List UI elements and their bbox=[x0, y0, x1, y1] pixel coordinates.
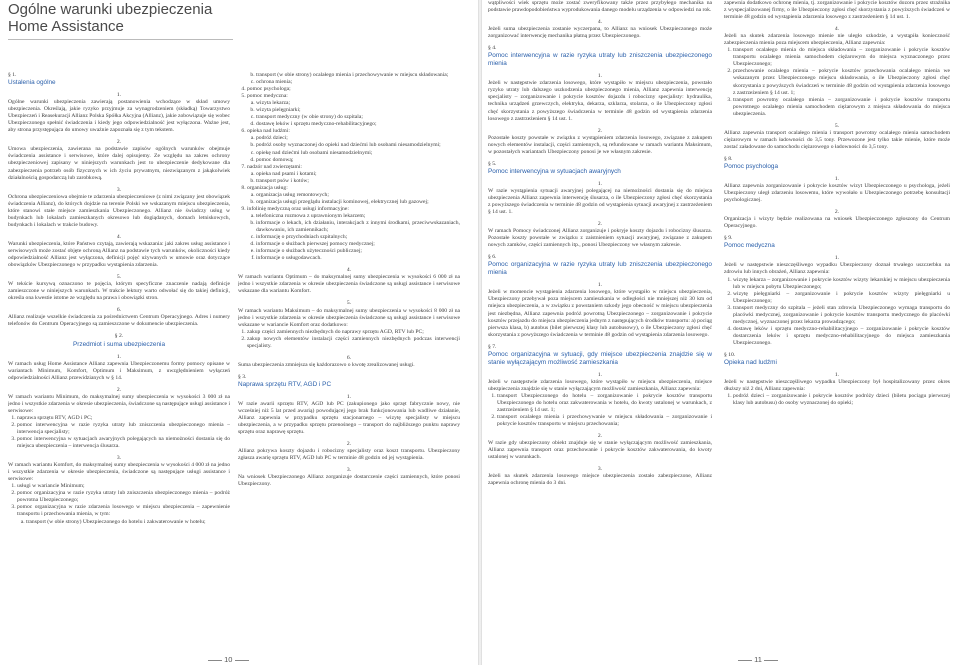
paragraph-number: 1. bbox=[116, 353, 122, 360]
list-item-label: nadzór nad zwierzętami: bbox=[247, 163, 302, 170]
paragraph-number: 1. bbox=[597, 180, 603, 187]
paragraph: W razie gdy ubezpieczony obiekt znajduje się w stanie wyłączającym możliwość zamieszkania, Allianz zapewnia transport oraz przechowanie i pokrycie kosztów zakwaterowania, do kwoty ustalonej w warunkach. bbox=[488, 440, 712, 461]
column-d bbox=[724, 0, 950, 650]
list-item: a. transport (w obie strony) Ubezpieczonego do hotelu i zakwaterowanie w hotelu; bbox=[26, 519, 230, 526]
section-number: § 3. bbox=[238, 373, 247, 380]
section-heading: Opieka nad ludźmi bbox=[724, 359, 777, 367]
paragraph: W ramach wariantu Maksimum – do maksymalnej sumy ubezpieczenia w wysokości 8 000 zł na jedno i wszystkie zdarzenia w okresie ubezpieczenia świadczone są usługi assistance i serwisowe wskazane w wariancie Komfort oraz dodatkowo: bbox=[238, 307, 460, 328]
list-item: 3. transport medyczny do szpitala – jeżeli stan zdrowia Ubezpieczonego wymaga transportu do placówki medycznej, zorganizowanie i pokrycie kosztów transportu medycznego do placówki medycznej, wyznaczonej przez lekarza prowadzącego; bbox=[733, 305, 950, 326]
list-item: 1. naprawa sprzętu RTV, AGD i PC; bbox=[17, 415, 230, 422]
paragraph-number: 3. bbox=[597, 466, 603, 473]
section-heading: Pomoc interwencyjna w sytuacjach awaryjnych bbox=[488, 167, 621, 175]
section-heading: Ustalenia ogólne bbox=[8, 79, 56, 87]
page-number-dash bbox=[235, 660, 249, 661]
list-item bbox=[247, 164, 460, 185]
paragraph: Jeżeli w następstwie zdarzenia losowego, które wystąpiło w miejscu ubezpieczenia, miejsce ubezpieczenia znajdzie się w stanie wyłączającym możliwość zamieszkania, Allianz zapewnia: bbox=[488, 378, 712, 392]
paragraph: Jeżeli w momencie wystąpienia zdarzenia losowego, które wystąpiło w miejscu ubezpieczenia, Ubezpieczony przebywał poza miejscem zamieszkania w odległości nie mniejszej niż 30 km od miejsca ubezpieczenia, a w związku z powstaniem szkody jego obecność w miejscu ubezpieczenia jest niezbędna, Allianz zapewnia podróż powrotną Ubezpieczonego – zorganizowanie i pokrycie kosztów przejazdu do miejsca ubezpieczenia jednym z następujących środków transportu: a) pociąg pierwsza klasa, b) autobus (bilet pierwszej klasy lub autobusowy), o ile Ubezpieczony zgłosi chęć skorzystania z powyższego świadczenia w terminie 48 godzin od wystąpienia zdarzenia losowego. bbox=[488, 289, 712, 338]
paragraph-number: 2. bbox=[597, 433, 603, 440]
paragraph: Allianz zapewnia transport ocalałego mienia i transport powrotny ocalałego mienia samochodem ciężarowym w ramach ładowności do 3,5 tony. Przewozone jest tylko takie mienie, które może zostać załadowane do samochodu ciężarowego o ładowności do 3,5 tony. bbox=[724, 129, 950, 150]
list-item: c. ochrona mienia; bbox=[256, 79, 460, 86]
section-number: § 2. bbox=[114, 333, 124, 340]
list bbox=[724, 393, 950, 407]
paragraph-number: 5. bbox=[116, 274, 122, 281]
list-item bbox=[247, 128, 460, 163]
list-item: 1. podróż dzieci – zorganizowanie i pokrycie kosztów podróży dzieci (biletu pociągu pierwszej klasy lub autobusu) do osoby wyznaczonej do opieki; bbox=[733, 393, 950, 407]
list bbox=[488, 393, 712, 428]
section-heading: Pomoc interwencyjna w razie ryzyka utraty lub zniszczenia ubezpieczonego mienia bbox=[488, 52, 712, 68]
list-item: b. organizacja usługi przeglądu instalacji kominowej, elektrycznej lub gazowej; bbox=[256, 199, 460, 206]
left-page bbox=[0, 0, 478, 665]
paragraph: Organizacja i wizyty będzie realizowana na wniosek Ubezpieczonego zgłoszony do Centrum Operacyjnego. bbox=[724, 216, 950, 230]
section-number: § 9. bbox=[724, 235, 733, 242]
list-item: d. pomoc domową; bbox=[256, 157, 460, 164]
section-heading: Pomoc organizacyjna w sytuacji, gdy miejsce ubezpieczenia znajdzie się w stanie wyłączającym możliwość zamieszkania bbox=[488, 350, 712, 366]
sub-list bbox=[238, 72, 460, 86]
paragraph-number: 2. bbox=[116, 139, 122, 146]
document-title-line2: Home Assistance bbox=[8, 18, 124, 35]
section-number: § 10. bbox=[724, 351, 736, 358]
paragraph-number: 4. bbox=[597, 19, 603, 26]
list-item: f. informacje o usługodawcach. bbox=[256, 255, 460, 262]
paragraph-number: 5. bbox=[834, 122, 840, 129]
list bbox=[8, 483, 230, 518]
document-title-line1: Ogólne warunki ubezpieczenia bbox=[8, 1, 213, 18]
paragraph-number: 3. bbox=[116, 455, 122, 462]
list-item: 1. wizytę lekarza – zorganizowanie i pokrycie kosztów wizyty lekarskiej w miejscu ubezpieczenia lub w miejscu pobytu Ubezpieczonego; bbox=[733, 277, 950, 291]
section-number: § 4. bbox=[488, 45, 497, 52]
list-item: a. organizacja usług remontowych; bbox=[256, 192, 460, 199]
list-item: 3. pomoc organizacyjna w razie zdarzenia losowego w miejscu ubezpieczenia – zapewnienie transportu i przechowania mienia, w tym: bbox=[17, 504, 230, 518]
list bbox=[724, 277, 950, 347]
list-item: 1. zakup części zamiennych niezbędnych do naprawy sprzętu AGD, RTV lub PC; bbox=[247, 329, 460, 336]
section-number: § 1. bbox=[8, 72, 17, 78]
page-number-value: 11 bbox=[754, 655, 762, 664]
column-c bbox=[488, 0, 712, 650]
paragraph: Allianz realizuje wszelkie świadczenia za pośrednictwem Centrum Operacyjnego. Adres i numery telefonów do Centrum Operacyjnego są zamieszczone w dokumencie ubezpieczenia. bbox=[8, 314, 230, 328]
list-item: 4. dostawę leków i sprzętu medyczno-rehabilitacyjnego – zorganizowanie i pokrycie kosztów dostarczenia leków i sprzętu medyczno-rehabilitacyjnego do miejsca zamieszkania Ubezpieczonego. bbox=[733, 326, 950, 347]
list-item: c. transport medyczny (w obie strony) do szpitala; bbox=[256, 114, 460, 121]
paragraph: W ramach usług Home Assistance Allianz zapewnia Ubezpieczonemu formy pomocy opisane w wariantach Minimum, Komfort, Optimum i Maksimum, z uwzględnieniem wyłączeń odpowiedzialności Allianz przewidzianych w § 14. bbox=[8, 360, 230, 381]
sub-list bbox=[247, 171, 460, 185]
paragraph-number: 1. bbox=[834, 372, 840, 379]
list-item: c. informację o przychodniach szpitalnych; bbox=[256, 234, 460, 241]
list-item bbox=[247, 185, 460, 206]
column-b bbox=[238, 72, 460, 650]
list-item: 1. transport Ubezpieczonego do hotelu – zorganizowanie i pokrycie kosztów transportu Ubezpieczonego do hotelu oraz zakwaterowania w hotelu, do kwoty ustalonej w warunkach, z zastrzeżeniem § 14 ust. 1; bbox=[497, 393, 712, 414]
page-number-left bbox=[208, 655, 249, 664]
list-item: a. wizyta lekarza; bbox=[256, 100, 460, 107]
list-item: c. opiekę nad dziećmi lub osobami niesamodzielnymi; bbox=[256, 150, 460, 157]
paragraph: W ramach wariantu Optimum – do maksymalnej sumy ubezpieczenia w wysokości 6 000 zł na jedno i wszystkie zdarzenia w okresie ubezpieczenia świadczone są usługi assistance i serwisowe wskazane dla wariantu Komfort. bbox=[238, 274, 460, 295]
list-item: 2. przechowanie ocalałego mienia – pokrycie kosztów przechowania ocalałego mienia we wskazanym przez Ubezpieczonego miejscu składowania, o ile Ubezpieczony zgłosi chęć skorzystania z powyższych świadczeń w terminie 48 godzin od wystąpienia zdarzenia losowego z zastrzeżeniem § 14 ust. 1; bbox=[733, 68, 950, 96]
page-number-dash bbox=[208, 660, 222, 661]
list-item bbox=[247, 206, 460, 262]
list-item: b. transport psów i kotów; bbox=[256, 178, 460, 185]
page-number-dash bbox=[738, 660, 752, 661]
list-item: e. informacje o służbach użyteczności publicznej; bbox=[256, 248, 460, 255]
section-number: § 7. bbox=[488, 343, 497, 350]
paragraph: Jeżeli w następstwie nieszczęśliwego wypadku Ubezpieczony był hospitalizowany przez okres dłuższy niż 2 dni, Allianz zapewnia: bbox=[724, 379, 950, 393]
sub-list bbox=[8, 519, 230, 526]
sub-list bbox=[247, 192, 460, 206]
list-item: 3. transport powrotny ocalałego mienia – zorganizowanie i pokrycie kosztów transportu powrotnego ocalałego mienia samochodem ciężarowym z miejsca składowania do miejsca ubezpieczenia. bbox=[733, 97, 950, 118]
list-item-label: pomoc medyczna: bbox=[247, 93, 288, 100]
list-item: 3. pomoc interwencyjna w sytuacjach awaryjnych polegających na niemożności dostania się do miejsca ubezpieczenia – interwencja ślusarza. bbox=[17, 436, 230, 450]
paragraph-number: 4. bbox=[116, 233, 122, 240]
paragraph: wątpliwości wiek sprzętu może zostać zweryfikowany także przez przybyłego mechanika na podstawie prawdopodobieństwa wyprodukowania danego modelu urządzenia w odpowiedzi na rok. bbox=[488, 0, 712, 14]
section-heading: Naprawa sprzętu RTV, AGD i PC bbox=[238, 380, 332, 388]
paragraph: Ogólne warunki ubezpieczenia zawierają postanowienia wchodzące w skład umowy ubezpieczenia. Określają, jakie ryzyko przyjmuje za wynagrodzeniem (składką) Towarzystwo Ubezpieczeń i Reasekuracji Allianz Polska Spółka Akcyjna (Allianz), jakie zobowiązuje się wobec Ubezpieczonego spełnić świadczenia i kiedy jego odpowiedzialność jest wyłączona. Ważne jest, aby strona przystępująca do umowy uważnie zapoznała się z tym tekstem. bbox=[8, 99, 230, 134]
section-number: § 8. bbox=[724, 155, 733, 162]
paragraph-number: 1. bbox=[346, 393, 352, 400]
list-item: 2. pomoc organizacyjna w razie ryzyka utraty lub zniszczenia ubezpieczonego mienia – podróż powrotna Ubezpieczonego; bbox=[17, 490, 230, 504]
paragraph: Ochrona ubezpieczeniowa obejmie te zdarzenia ubezpieczeniowe (z nimi związany jest obowiązek świadczenia Allianz), do których dojdzie na terenie Polski we wskazanym miejscu ubezpieczenia, które stanowi stałe miejsce zamieszkania Ubezpieczonego. Allianz nie świadczy usług w budynkach lub lokalach zamieszkanych okresowo lub dogiądanych, domach letniskowych, budynkach i lokalach w trakcie budowy. bbox=[8, 193, 230, 228]
paragraph: Jeżeli suma ubezpieczenia zostanie wyczerpana, to Allianz na wniosek Ubezpieczonego może zorganizować interwencję mechanika płatną przez Ubezpieczonego. bbox=[488, 26, 712, 40]
paragraph-number: 6. bbox=[346, 354, 352, 361]
paragraph-number: 2. bbox=[597, 221, 603, 228]
section-heading: Pomoc medyczna bbox=[724, 242, 775, 250]
list-item: 1. transport ocalałego mienia do miejsca składowania – zorganizowanie i pokrycie kosztów transportu ocalałego mienia samochodem ciężarowym do miejsca wyznaczonego przez Ubezpieczonego; bbox=[733, 47, 950, 68]
paragraph: W ramach wariantu Minimum, do maksymalnej sumy ubezpieczenia w wysokości 3 000 zł na jedno i wszystkie zdarzenia w okresie ubezpieczenia, świadczone są następujące usługi assistance i serwisowe: bbox=[8, 393, 230, 414]
paragraph-number: 3. bbox=[116, 186, 122, 193]
column-a bbox=[8, 72, 230, 650]
list-item: b. wizyta pielęgniarki; bbox=[256, 107, 460, 114]
paragraph: Allianz pokrywa koszty dojazdu i robocizny specjalisty oraz koszt transportu. Ubezpieczony zgłasza awarię sprzętu RTV, AGD lub PC w terminie 48 godzin od jej wystąpienia. bbox=[238, 448, 460, 462]
section-number: § 6. bbox=[488, 254, 497, 261]
page-number-right bbox=[738, 655, 778, 664]
title-divider bbox=[8, 39, 233, 40]
list-item-label: opieka nad ludźmi: bbox=[247, 128, 290, 135]
paragraph-number: 2. bbox=[834, 209, 840, 216]
list-item: 2. pomoc interwencyjna w razie ryzyka utraty lub zniszczenia ubezpieczonego mienia – interwencja specjalisty; bbox=[17, 422, 230, 436]
paragraph: zapewnia dodatkowo ochronę mienia, tj. zorganizowanie i pokrycie kosztów dozoru przez strażnika z wyspecjalizowanej firmy, o ile Ubezpieczony zgłosi chęć skorzystania z powyższych świadczeń w terminie 48 godzin od wystąpienia zdarzenia losowego z zastrzeżeniem § 14 ust. 1. bbox=[724, 0, 950, 21]
list-item: a. podróż dzieci; bbox=[256, 135, 460, 142]
list bbox=[8, 415, 230, 450]
list-item: a. telefoniczna rozmowa z uprawnionym lekarzem; bbox=[256, 213, 460, 220]
paragraph-number: 4. bbox=[346, 267, 352, 274]
paragraph-number: 1. bbox=[834, 175, 840, 182]
list-item: d. dostawę leków i sprzętu medyczno-rehabilitacyjnego; bbox=[256, 121, 460, 128]
paragraph: Jeżeli na skutek zdarzenia losowego mienie nie uległo szkodzie, a wystąpiła konieczność zabezpieczenia mienia poza miejscem ubezpieczenia, Allianz zapewnia: bbox=[724, 33, 950, 47]
section-heading: Przedmiot i suma ubezpieczenia bbox=[73, 340, 165, 348]
paragraph-number: 1. bbox=[597, 371, 603, 378]
right-page bbox=[482, 0, 960, 665]
list-item: d. informacje o służbach pierwszej pomocy medycznej; bbox=[256, 241, 460, 248]
paragraph-number: 1. bbox=[834, 255, 840, 262]
paragraph: Na wniosek Ubezpieczonego Allianz zorganizuje dostarczenie części zamiennych, które ponosi Ubezpieczony. bbox=[238, 474, 460, 488]
paragraph: Umowa ubezpieczenia, zawierana na podstawie zapisów ogólnych warunków obejmuje świadczenia assistance i serwisowe, które dalej opisujemy. Ze względu na zakres ochrony ubezpieczeniowej zapisany w niniejszych warunkach jest to ubezpieczenie dedykowane dla zabezpieczenia potrzeb osób fizycznych w ich życiu prywatnym, niezwiązanym z jakąkolwiek działalnością gospodarczą lub zarobkową. bbox=[8, 146, 230, 181]
list-item: 1. usługi w wariancie Minimum; bbox=[17, 483, 230, 490]
section-heading: Pomoc psychologa bbox=[724, 162, 778, 170]
list-item: b. transport (w obie strony) ocalałego mienia i przechowywanie w miejscu składowania; bbox=[256, 72, 460, 79]
list-item: 2. transport ocalałego mienia i przechowywanie w miejscu składowania – zorganizowanie i pokrycie kosztów transportu w miejscu przechowania; bbox=[497, 414, 712, 428]
paragraph-number: 1. bbox=[597, 73, 603, 80]
section-heading: Pomoc organizacyjna w razie ryzyka utraty lub zniszczenia ubezpieczonego mienia bbox=[488, 261, 712, 277]
paragraph-number: 2. bbox=[597, 127, 603, 134]
paragraph: W tekście kursywą oznaczono te pojęcia, którym specyficzne znaczenie nadają definicje zamieszczone w niniejszych warunkach. W trakcie lektury warto odwołać się do takiej definicji, określa ona kwestie istotne ze względu na prawa i obowiązki stron. bbox=[8, 281, 230, 302]
document-title bbox=[8, 1, 238, 35]
paragraph: Jeżeli w następstwie zdarzenia losowego, które wystąpiło w miejscu ubezpieczenia, powstało ryzyko utraty lub dalszego uszkodzenia ubezpieczonego mienia, Allianz zapewnia interwencję specjalisty – zorganizowanie i pokrycie kosztów dojazdu i robocizny specjalisty: hydraulika, technika urządzeń grzewczych, elektryka, dekarza, szklarza, stolarza, o ile Ubezpieczony zgłosi chęć skorzystania z powyższego świadczenia w terminie 48 godzin od wystąpienia zdarzenia losowego z zastrzeżeniem § 14 ust. 1. bbox=[488, 80, 712, 122]
page-number-dash bbox=[764, 660, 778, 661]
paragraph-number: 2. bbox=[346, 441, 352, 448]
paragraph: Pozostałe koszty powstałe w związku z wystąpieniem zdarzenia losowego, związane z zakupem nowych elementów instalacji, części zamiennych, są refundowane w ramach wariantu Maksimum, w pozostałych wariantach Ubezpieczony ponosi je we własnym zakresie. bbox=[488, 134, 712, 155]
paragraph: Jeżeli w następstwie nieszczęśliwego wypadku Ubezpieczony doznał trwałego uszczerbku na zdrowiu lub innych obrażeń, Allianz zapewnia: bbox=[724, 262, 950, 276]
list-item: 4. pomoc psychologa; bbox=[247, 86, 460, 93]
list-item: a. opieka nad psami i kotami; bbox=[256, 171, 460, 178]
list bbox=[238, 329, 460, 350]
paragraph: W razie wystąpienia sytuacji awaryjnej polegającej na niemożności dostania się do miejsca ubezpieczenia Allianz zapewnia interwencję ślusarza, o ile Ubezpieczony zgłosi chęć skorzystania z powyższego świadczenia w terminie 48 godzin od wystąpienia sytuacji awaryjnej z zastrzeżeniem § 14 ust. 1. bbox=[488, 187, 712, 216]
list bbox=[724, 47, 950, 117]
paragraph: Jeżeli na skutek zdarzenia losowego miejsce ubezpieczenia zostało zabezpieczone, Allianz zapewnia ochronę mienia do 3 dni. bbox=[488, 473, 712, 487]
paragraph: Allianz zapewnia zorganizowanie i pokrycie kosztów wizyt Ubezpieczonego u psychologa, jeżeli Ubezpieczony uległ zdarzeniu losowemu, które wywołało u Ubezpieczonego potrzebę konsultacji psychologicznej. bbox=[724, 183, 950, 204]
paragraph-number: 4. bbox=[834, 26, 840, 33]
list-item: b. informacje o lekach, ich działaniu, interakcjach z innymi środkami, przeciwwskazaniach, dawkowaniu, ich zamiennikach; bbox=[256, 220, 460, 234]
list bbox=[238, 86, 460, 262]
list-item: 2. zakup nowych elementów instalacji części zamiennych niezbędnych podczas interwencji specjalisty. bbox=[247, 336, 460, 350]
paragraph-number: 5. bbox=[346, 300, 352, 307]
list-item-label: organizacja usług: bbox=[247, 184, 288, 191]
paragraph: Suma ubezpieczenia zmniejsza się każdorazowo o kwotę zrealizowanej usługi. bbox=[238, 361, 415, 368]
paragraph-number: 6. bbox=[116, 307, 122, 314]
paragraph-number: 3. bbox=[346, 467, 352, 474]
list-item-label: infolinię medyczną oraz usługi informacyjne: bbox=[247, 205, 349, 212]
section-number: § 5. bbox=[488, 160, 497, 167]
paragraph: W ramach wariantu Komfort, do maksymalnej sumy ubezpieczenia w wysokości 4 000 zł na jedno i wszystkie zdarzenia w okresie ubezpieczenia, świadczone są następujące usługi assistance i serwisowe: bbox=[8, 462, 230, 483]
sub-list bbox=[247, 100, 460, 128]
list-item: b. podróż osoby wyznaczonej do opieki nad dziećmi lub osobami niesamodzielnymi; bbox=[256, 142, 460, 149]
list-item: 2. wizytę pielęgniarki – zorganizowanie i pokrycie kosztów wizyty pielęgniarki u Ubezpieczonego; bbox=[733, 291, 950, 305]
paragraph-number: 1. bbox=[597, 282, 603, 289]
paragraph: W razie awarii sprzętu RTV, AGD lub PC (zakupionego jako sprzęt fabrycznie nowy, nie wcześniej niż 5 lat przed awarią) powodującej jego brak funkcjonowania lub wadliwe działanie, Allianz zapewnia w przypadku sprzętu stacjonarnego – wizytę specjalisty w miejscu ubezpieczenia, a w przypadku sprzętu przenośnego – transport do najbliższego punktu naprawy sprzętu oraz naprawę sprzętu. bbox=[238, 400, 460, 436]
paragraph: Warunki ubezpieczenia, które Państwo czytają, zawierają wskazania: jaki zakres usług assistance i serwisowych może zostać objęte ochroną Allianz na podstawie tych warunków, okoliczności kiedy odpowiedzialność Allianz jest wyłączona, definicji pojęć używanych w umowie oraz dotyczące obowiązków Ubezpieczonego w przypadku wystąpienia zdarzenia. bbox=[8, 240, 230, 269]
sub-list bbox=[247, 135, 460, 163]
paragraph: W ramach Pomocy świadczonej Allianz zorganizuje i pokryje koszty dojazdu i robocizny ślusarza. Pozostałe koszty powstałe w związku z zaistnieniem sytuacji awaryjnej, związane z zakupem nowych zamków, części zamiennych itp., ponosi Ubezpieczony we własnym zakresie. bbox=[488, 228, 712, 249]
page-number-value: 10 bbox=[224, 655, 233, 664]
paragraph-number: 1. bbox=[116, 92, 122, 99]
list-item bbox=[247, 93, 460, 128]
paragraph-number: 2. bbox=[116, 386, 122, 393]
sub-list bbox=[247, 213, 460, 262]
